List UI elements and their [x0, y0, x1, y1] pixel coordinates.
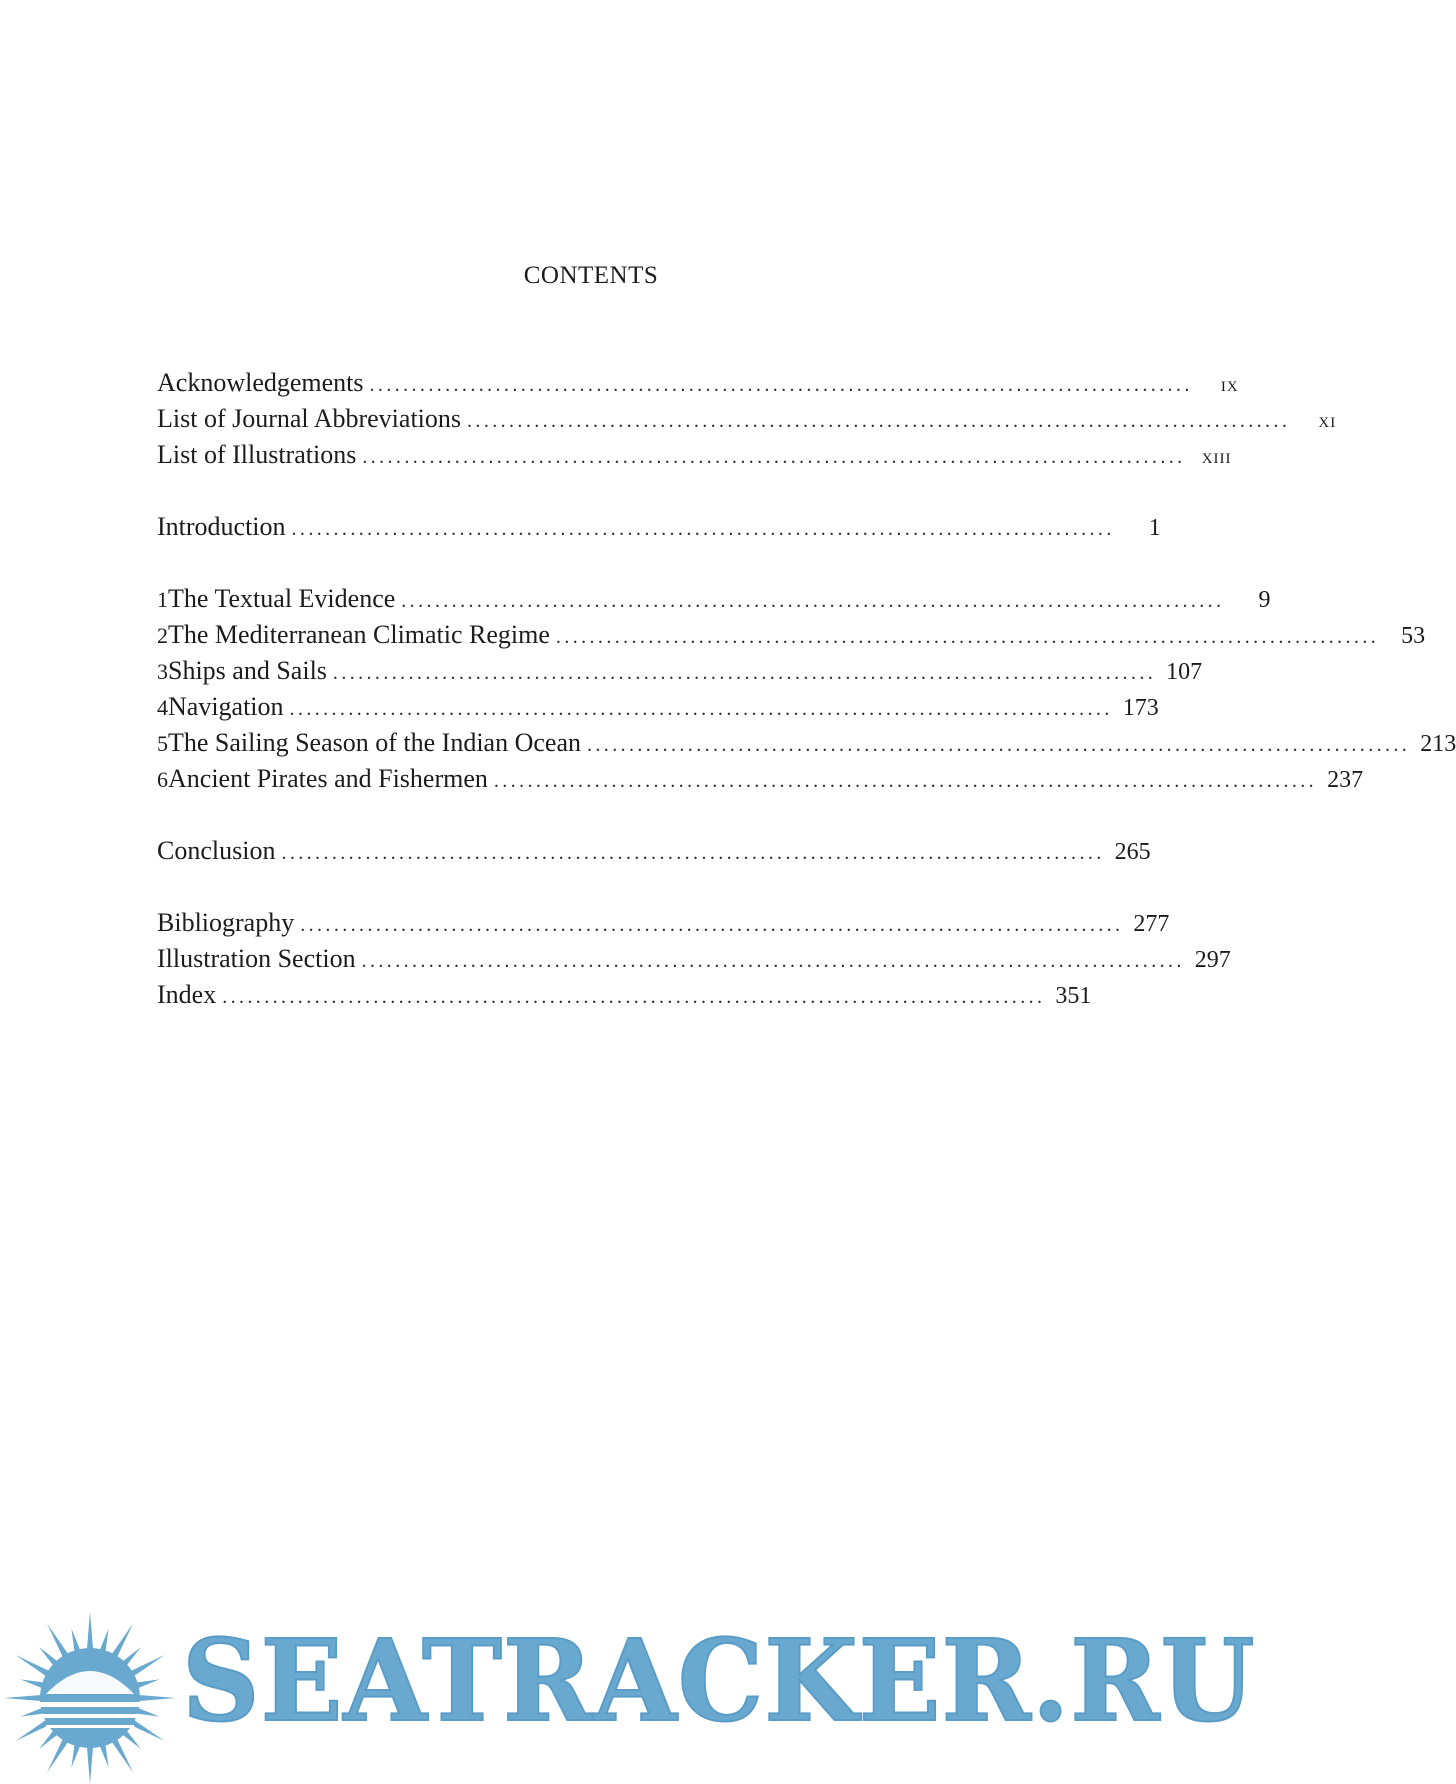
toc-chapter-number: 4	[157, 695, 168, 720]
toc-entry-label: Illustration Section	[157, 944, 356, 973]
toc-page-number: ix	[1220, 371, 1239, 396]
toc-leader-dots: ..................................................................................................	[362, 446, 1186, 468]
toc-entry-label: The Textual Evidence	[168, 584, 396, 613]
toc-leader-dots: ..................................................................................................	[555, 626, 1380, 648]
toc-entry-chapter-6[interactable]	[157, 764, 1364, 800]
toc-entry-list-of-illustrations[interactable]	[157, 440, 1232, 476]
toc-entry-chapter-1[interactable]	[157, 584, 1271, 620]
toc-page-number: 9	[1258, 587, 1271, 613]
toc-entry-label: Conclusion	[157, 836, 276, 865]
toc-page-number: 265	[1114, 839, 1151, 865]
toc-entry-label: The Mediterranean Climatic Regime	[168, 620, 550, 649]
toc-entry-chapter-3[interactable]	[157, 656, 1203, 692]
toc-leader-dots: ..................................................................................................	[291, 518, 1115, 540]
toc-entry-label: Ancient Pirates and Fishermen	[168, 764, 488, 793]
toc-entry-label: Index	[157, 980, 217, 1009]
sun-icon	[2, 1608, 178, 1784]
toc-page-number: 53	[1401, 623, 1426, 649]
toc-leader-dots: ..................................................................................................	[332, 662, 1157, 684]
toc-entry-label: Acknowledgements	[157, 368, 364, 397]
toc-entry-chapter-5[interactable]	[157, 728, 1456, 764]
toc-page-number: 213	[1420, 731, 1456, 757]
toc-entry-label: Ships and Sails	[168, 656, 327, 685]
toc-chapter-number: 1	[157, 587, 168, 612]
toc-entry-introduction[interactable]	[157, 512, 1161, 548]
toc-chapter-number: 2	[157, 623, 168, 648]
toc-entry-conclusion[interactable]	[157, 836, 1151, 872]
section-spacer	[157, 872, 1027, 908]
toc-entry-chapter-2[interactable]	[157, 620, 1426, 656]
toc-page-number: xi	[1318, 407, 1337, 432]
sun-ray	[87, 1744, 94, 1784]
watermark	[0, 1600, 1256, 1780]
toc-entry-journal-abbreviations[interactable]	[157, 404, 1337, 440]
toc-page-number: 173	[1122, 695, 1159, 721]
toc-entry-label: List of Journal Abbreviations	[157, 404, 462, 433]
toc-entry-label: Introduction	[157, 512, 286, 541]
toc-entry-illustration-section[interactable]	[157, 944, 1231, 980]
toc-entry-label: The Sailing Season of the Indian Ocean	[168, 728, 581, 757]
section-spacer	[157, 476, 1027, 512]
section-spacer	[157, 548, 1027, 584]
toc-entry-bibliography[interactable]	[157, 908, 1170, 944]
table-of-contents	[157, 368, 1456, 1016]
toc-leader-dots: ..................................................................................................	[361, 950, 1185, 972]
toc-page-number: 297	[1194, 947, 1231, 973]
toc-entry-acknowledgements[interactable]	[157, 368, 1239, 404]
toc-leader-dots: ..................................................................................................	[401, 590, 1225, 612]
toc-entry-label: List of Illustrations	[157, 440, 357, 469]
toc-leader-dots: ..................................................................................................	[222, 986, 1046, 1008]
toc-page-number: 107	[1166, 659, 1203, 685]
toc-leader-dots: ..................................................................................................	[281, 842, 1105, 864]
sun-ray	[87, 1612, 94, 1652]
toc-page-number: 1	[1148, 515, 1161, 541]
toc-leader-dots: ..................................................................................................	[467, 410, 1291, 432]
toc-page-number: 277	[1133, 911, 1170, 937]
toc-leader-dots: ..................................................................................................	[587, 734, 1411, 756]
section-spacer	[157, 800, 1027, 836]
toc-entry-chapter-4[interactable]	[157, 692, 1159, 728]
sun-ray	[4, 1695, 44, 1702]
page-title: CONTENTS	[523, 262, 659, 289]
sun-ray	[136, 1695, 176, 1702]
toc-leader-dots: ..................................................................................................	[289, 698, 1113, 720]
toc-leader-dots: ..................................................................................................	[369, 374, 1193, 396]
toc-page-number: 351	[1055, 983, 1092, 1009]
toc-page-number: xiii	[1201, 443, 1232, 468]
toc-chapter-number: 3	[157, 659, 168, 684]
toc-entry-label: Navigation	[168, 692, 284, 721]
toc-entry-index[interactable]	[157, 980, 1092, 1016]
toc-entry-label: Bibliography	[157, 908, 295, 937]
toc-page-number: 237	[1327, 767, 1364, 793]
toc-leader-dots: ..................................................................................................	[493, 770, 1318, 792]
toc-chapter-number: 6	[157, 767, 168, 792]
watermark-text: SEATRACKER.RU	[182, 1616, 1256, 1747]
toc-leader-dots: ..................................................................................................	[300, 914, 1124, 936]
toc-chapter-number: 5	[157, 731, 168, 756]
